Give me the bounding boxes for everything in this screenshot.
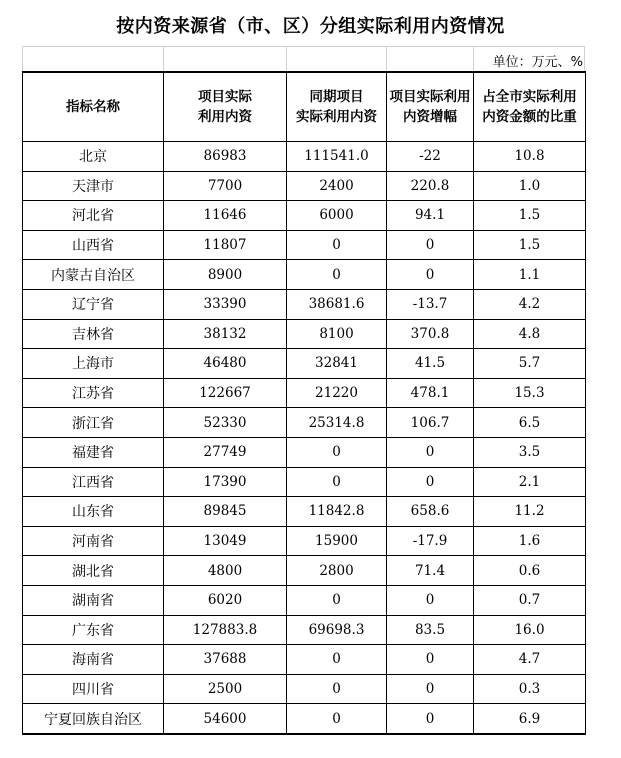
cell-name: 宁夏回族自治区 xyxy=(23,704,164,734)
cell-name: 福建省 xyxy=(23,437,164,467)
unit-row-divider xyxy=(386,47,387,71)
table-header xyxy=(23,72,586,142)
cell-share: 0.7 xyxy=(474,585,586,615)
cell-name: 山西省 xyxy=(23,230,164,260)
table-row xyxy=(23,349,586,379)
cell-growth: -17.9 xyxy=(387,526,474,556)
cell-prior: 0 xyxy=(287,260,387,290)
cell-share: 1.1 xyxy=(474,260,586,290)
table-row xyxy=(23,467,586,497)
cell-name: 江西省 xyxy=(23,467,164,497)
cell-name: 浙江省 xyxy=(23,408,164,438)
table-row xyxy=(23,378,586,408)
header-actual-investment: 项目实际 利用内资 xyxy=(164,72,287,142)
cell-name: 江苏省 xyxy=(23,378,164,408)
table-row xyxy=(23,201,586,231)
cell-share: 15.3 xyxy=(474,378,586,408)
cell-share: 0.3 xyxy=(474,674,586,704)
cell-prior: 0 xyxy=(287,585,387,615)
cell-share: 1.5 xyxy=(474,201,586,231)
cell-share: 1.0 xyxy=(474,171,586,201)
cell-actual: 7700 xyxy=(164,171,287,201)
unit-row xyxy=(22,46,585,71)
cell-actual: 54600 xyxy=(164,704,287,734)
header-prior-period-investment: 同期项目 实际利用内资 xyxy=(287,72,387,142)
cell-prior: 0 xyxy=(287,230,387,260)
cell-prior: 2400 xyxy=(287,171,387,201)
table-row xyxy=(23,526,586,556)
cell-growth: 370.8 xyxy=(387,319,474,349)
cell-prior: 38681.6 xyxy=(287,289,387,319)
cell-name: 天津市 xyxy=(23,171,164,201)
cell-actual: 46480 xyxy=(164,349,287,379)
cell-prior: 0 xyxy=(287,674,387,704)
cell-prior: 2800 xyxy=(287,556,387,586)
cell-actual: 33390 xyxy=(164,289,287,319)
table-row xyxy=(23,142,586,172)
table-body xyxy=(23,142,586,734)
cell-share: 1.5 xyxy=(474,230,586,260)
cell-actual: 2500 xyxy=(164,674,287,704)
cell-prior: 6000 xyxy=(287,201,387,231)
cell-actual: 38132 xyxy=(164,319,287,349)
cell-name: 广东省 xyxy=(23,615,164,645)
cell-prior: 111541.0 xyxy=(287,142,387,172)
cell-growth: 71.4 xyxy=(387,556,474,586)
cell-name: 湖北省 xyxy=(23,556,164,586)
cell-growth: 0 xyxy=(387,437,474,467)
table-row xyxy=(23,645,586,675)
cell-actual: 86983 xyxy=(164,142,287,172)
cell-share: 4.2 xyxy=(474,289,586,319)
table-row xyxy=(23,319,586,349)
cell-prior: 8100 xyxy=(287,319,387,349)
header-share-of-city-total: 占全市实际利用 内资金额的比重 xyxy=(474,72,586,142)
cell-prior: 32841 xyxy=(287,349,387,379)
cell-prior: 0 xyxy=(287,467,387,497)
cell-actual: 127883.8 xyxy=(164,615,287,645)
unit-row-divider xyxy=(163,47,164,71)
cell-growth: 0 xyxy=(387,704,474,734)
unit-row-divider xyxy=(584,47,585,71)
cell-name: 辽宁省 xyxy=(23,289,164,319)
cell-actual: 52330 xyxy=(164,408,287,438)
cell-name: 山东省 xyxy=(23,497,164,527)
cell-prior: 0 xyxy=(287,645,387,675)
table-row xyxy=(23,171,586,201)
table-row xyxy=(23,585,586,615)
unit-label: 单位：万元、% xyxy=(492,55,583,70)
cell-share: 4.7 xyxy=(474,645,586,675)
cell-share: 6.9 xyxy=(474,704,586,734)
table-row xyxy=(23,260,586,290)
cell-growth: 83.5 xyxy=(387,615,474,645)
unit-row-divider xyxy=(22,47,23,71)
table-row xyxy=(23,674,586,704)
cell-share: 1.6 xyxy=(474,526,586,556)
cell-actual: 13049 xyxy=(164,526,287,556)
unit-row-divider xyxy=(473,47,474,71)
cell-growth: 41.5 xyxy=(387,349,474,379)
cell-growth: -13.7 xyxy=(387,289,474,319)
cell-share: 11.2 xyxy=(474,497,586,527)
cell-growth: 478.1 xyxy=(387,378,474,408)
cell-prior: 0 xyxy=(287,704,387,734)
cell-share: 6.5 xyxy=(474,408,586,438)
table-row xyxy=(23,704,586,734)
table-row xyxy=(23,408,586,438)
cell-growth: 106.7 xyxy=(387,408,474,438)
cell-prior: 21220 xyxy=(287,378,387,408)
cell-growth: 0 xyxy=(387,674,474,704)
table-row xyxy=(23,289,586,319)
cell-share: 0.6 xyxy=(474,556,586,586)
cell-growth: 94.1 xyxy=(387,201,474,231)
header-growth-rate: 项目实际利用 内资增幅 xyxy=(387,72,474,142)
cell-growth: 0 xyxy=(387,230,474,260)
cell-share: 5.7 xyxy=(474,349,586,379)
cell-actual: 89845 xyxy=(164,497,287,527)
table-row xyxy=(23,556,586,586)
cell-growth: -22 xyxy=(387,142,474,172)
table-row xyxy=(23,437,586,467)
cell-actual: 122667 xyxy=(164,378,287,408)
table-row xyxy=(23,497,586,527)
cell-name: 海南省 xyxy=(23,645,164,675)
cell-growth: 0 xyxy=(387,585,474,615)
cell-share: 2.1 xyxy=(474,467,586,497)
cell-prior: 69698.3 xyxy=(287,615,387,645)
cell-prior: 25314.8 xyxy=(287,408,387,438)
cell-share: 16.0 xyxy=(474,615,586,645)
cell-name: 上海市 xyxy=(23,349,164,379)
cell-prior: 11842.8 xyxy=(287,497,387,527)
cell-share: 10.8 xyxy=(474,142,586,172)
header-indicator-name: 指标名称 xyxy=(23,72,164,142)
cell-share: 3.5 xyxy=(474,437,586,467)
cell-prior: 0 xyxy=(287,437,387,467)
cell-growth: 220.8 xyxy=(387,171,474,201)
cell-name: 四川省 xyxy=(23,674,164,704)
cell-growth: 0 xyxy=(387,645,474,675)
cell-actual: 11646 xyxy=(164,201,287,231)
cell-name: 河南省 xyxy=(23,526,164,556)
cell-actual: 37688 xyxy=(164,645,287,675)
cell-share: 4.8 xyxy=(474,319,586,349)
page-title: 按内资来源省（市、区）分组实际利用内资情况 xyxy=(116,16,505,37)
cell-growth: 0 xyxy=(387,467,474,497)
cell-name: 河北省 xyxy=(23,201,164,231)
table-row xyxy=(23,230,586,260)
data-table xyxy=(22,71,586,735)
cell-actual: 8900 xyxy=(164,260,287,290)
cell-name: 湖南省 xyxy=(23,585,164,615)
cell-actual: 27749 xyxy=(164,437,287,467)
cell-actual: 17390 xyxy=(164,467,287,497)
cell-name: 吉林省 xyxy=(23,319,164,349)
cell-actual: 11807 xyxy=(164,230,287,260)
cell-growth: 0 xyxy=(387,260,474,290)
cell-actual: 4800 xyxy=(164,556,287,586)
table-row xyxy=(23,615,586,645)
cell-name: 北京 xyxy=(23,142,164,172)
cell-growth: 658.6 xyxy=(387,497,474,527)
cell-name: 内蒙古自治区 xyxy=(23,260,164,290)
cell-prior: 15900 xyxy=(287,526,387,556)
cell-actual: 6020 xyxy=(164,585,287,615)
unit-row-divider xyxy=(286,47,287,71)
